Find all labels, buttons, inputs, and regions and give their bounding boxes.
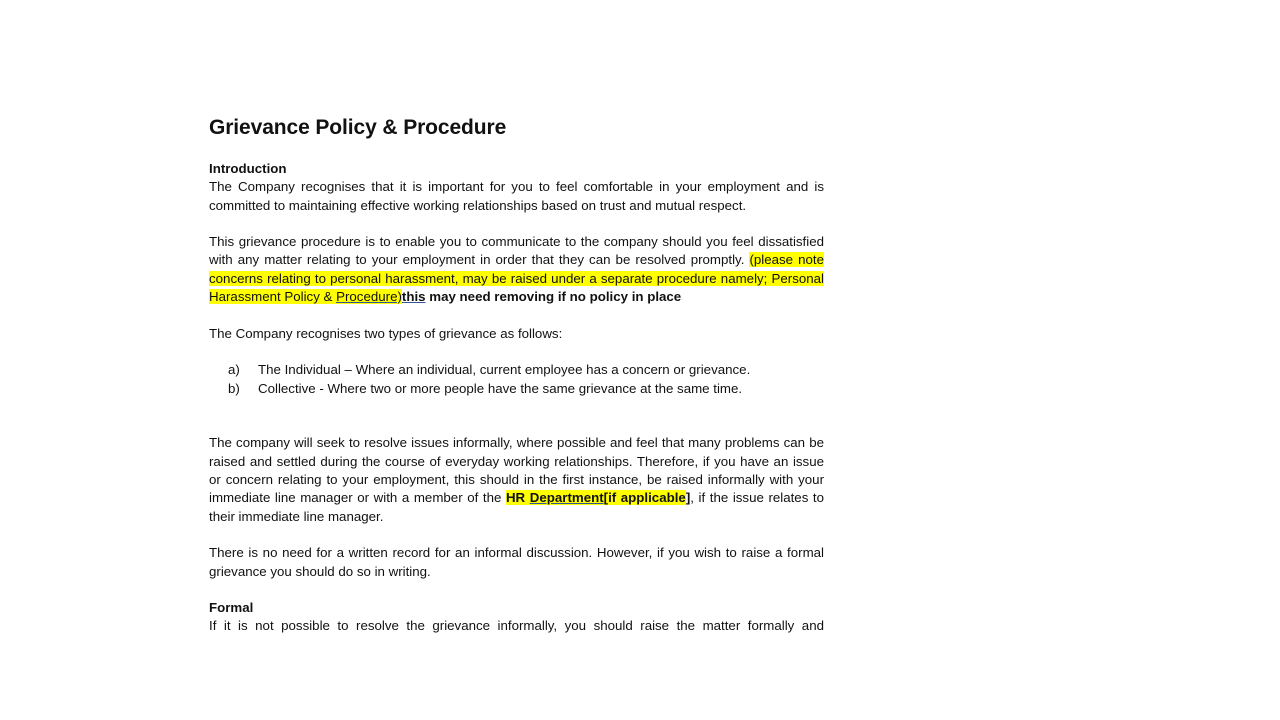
harassment-note-highlight: (please note concerns relating to personal harassment, may be raised under a separate procedure namely; Personal Harassment Policy & xyxy=(209,252,824,305)
list-marker: b) xyxy=(228,380,240,396)
paragraph-2-text: This grievance procedure is to enable you to communicate to the company should you feel dissatisfied with any matter relating to your employment in order that they can be resolved promptly. xyxy=(209,234,824,268)
grievance-types-list xyxy=(209,361,824,398)
list-marker: a) xyxy=(228,362,240,378)
paragraph-4-text: The company will seek to resolve issues informally, where possible and feel that many problems can be raised and settled during the course of everyday working relationships. Therefore, if you have an issue or concern relating to your employment, this should in the first instance, be raised informally with your immediate line manager or with a member of the xyxy=(209,435,824,506)
paragraph-spacer xyxy=(209,581,824,599)
closing-bracket: ] xyxy=(685,490,691,506)
introduction-paragraph-4 xyxy=(209,434,824,525)
this-link[interactable]: this xyxy=(401,289,426,305)
hr-department-link[interactable]: Department xyxy=(529,490,604,506)
paragraph-spacer xyxy=(209,306,824,324)
introduction-paragraph-5: There is no need for a written record for an informal discussion. However, if you wish to raise a formal grievance you should do so in writing. xyxy=(209,545,824,579)
paragraph-4-end: , if the issue relates to their immediate line manager. xyxy=(209,490,825,524)
list-item xyxy=(209,361,824,379)
paragraph-spacer xyxy=(209,416,824,434)
paragraph-spacer xyxy=(209,398,824,416)
hr-highlight: HR xyxy=(505,490,530,506)
procedure-link[interactable]: Procedure xyxy=(336,289,398,305)
formal-paragraph-1: If it is not possible to resolve the grievance informally, you should raise the matter formally and xyxy=(209,618,824,634)
if-applicable-highlight: [if applicable xyxy=(603,490,686,506)
formal-heading: Formal xyxy=(209,600,254,616)
paragraph-spacer xyxy=(209,526,824,544)
list-item-text: Collective - Where two or more people have the same grievance at the same time. xyxy=(258,380,743,396)
document-title: Grievance Policy & Procedure xyxy=(209,116,507,139)
introduction-heading: Introduction xyxy=(209,161,287,176)
document-body xyxy=(209,113,824,636)
introduction-paragraph-1: The Company recognises that it is important for you to feel comfortable in your employment and is committed to maintaining effective working relationships based on trust and mutual respect. xyxy=(209,179,824,213)
list-item xyxy=(209,380,824,398)
paragraph-spacer xyxy=(209,343,824,361)
introduction-paragraph-3: The Company recognises two types of grievance as follows: xyxy=(209,325,563,341)
list-item-text: The Individual – Where an individual, current employee has a concern or grievance. xyxy=(258,362,751,378)
paragraph-spacer xyxy=(209,215,824,233)
harassment-note-close: ) xyxy=(397,289,402,305)
introduction-paragraph-2 xyxy=(209,233,824,306)
removal-note: may need removing if no policy in place xyxy=(425,289,682,305)
